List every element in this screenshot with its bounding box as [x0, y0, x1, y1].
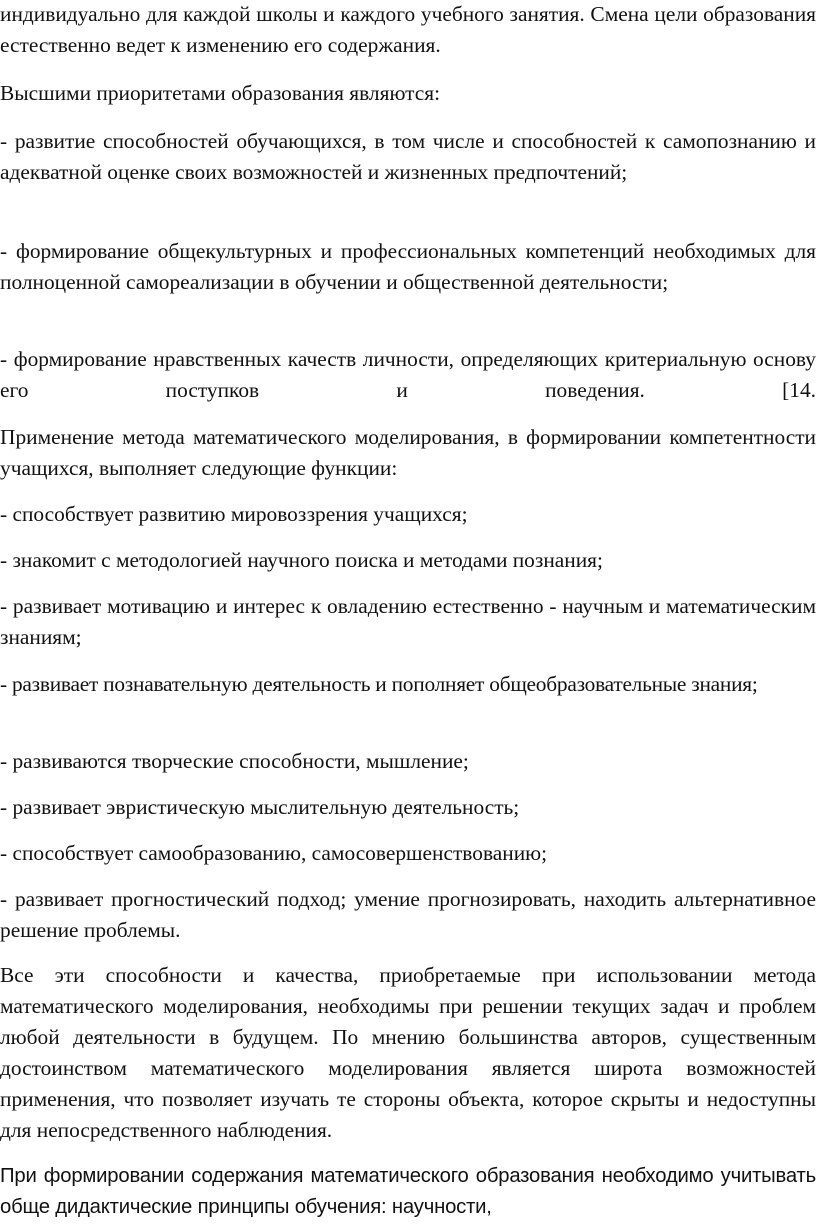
paragraph-modeling-functions: Применение метода математического моделирования, в формировании компетентности учащихся, выполняет следующие функции:: [0, 425, 816, 480]
list-item-abilities: - развитие способностей обучающихся, в том числе и способностей к самопознанию и адекватной оценке своих возможностей и жизненных предпочтений;: [0, 129, 816, 184]
list-item-moral-qualities: - формирование нравственных качеств личности, определяющих критериальную основу его поступков и поведения. [14.: [0, 347, 816, 402]
list-item-cognitive-activity: - развивает познавательную деятельность и пополняет общеобразовательные знания;: [0, 672, 758, 696]
list-item-prognostic: - развивает прогностический подход; умение прогнозировать, находить альтернативное решение проблемы.: [0, 887, 816, 942]
paragraph-advantages: Все эти способности и качества, приобретаемые при использовании метода математического моделирования, необходимы при решении текущих задач и проблем любой деятельности в будущем. По мнению большинства авторов, существенным достоинством математического моделирования является широта возможностей применения, что позволяет изучать те стороны объекта, которое скрыты и недоступны для непосредственного наблюдения.: [0, 963, 816, 1142]
list-item-methodology: - знакомит с методологией научного поиска и методами познания;: [0, 548, 603, 572]
list-item-motivation: - развивает мотивацию и интерес к овладению естественно - научным и математическим знаниям;: [0, 594, 816, 649]
list-item-heuristic: - развивает эвристическую мыслительную деятельность;: [0, 795, 520, 819]
list-item-competences: - формирование общекультурных и профессиональных компетенций необходимых для полноценной самореализации в обучении и общественной деятельности;: [0, 239, 816, 294]
list-item-creativity: - развиваются творческие способности, мышление;: [0, 749, 469, 773]
paragraph-didactic-principles: При формировании содержания математического образования необходимо учитывать обще дидактические принципы обучения: научности,: [0, 1165, 816, 1218]
paragraph-goal-change: индивидуально для каждой школы и каждого учебного занятия. Смена цели образования естественно ведет к изменению его содержания.: [0, 2, 816, 57]
paragraph-priorities-heading: Высшими приоритетами образования являются:: [0, 81, 441, 105]
list-item-self-education: - способствует самообразованию, самосовершенствованию;: [0, 841, 548, 865]
list-item-worldview: - способствует развитию мировоззрения учащихся;: [0, 502, 468, 526]
